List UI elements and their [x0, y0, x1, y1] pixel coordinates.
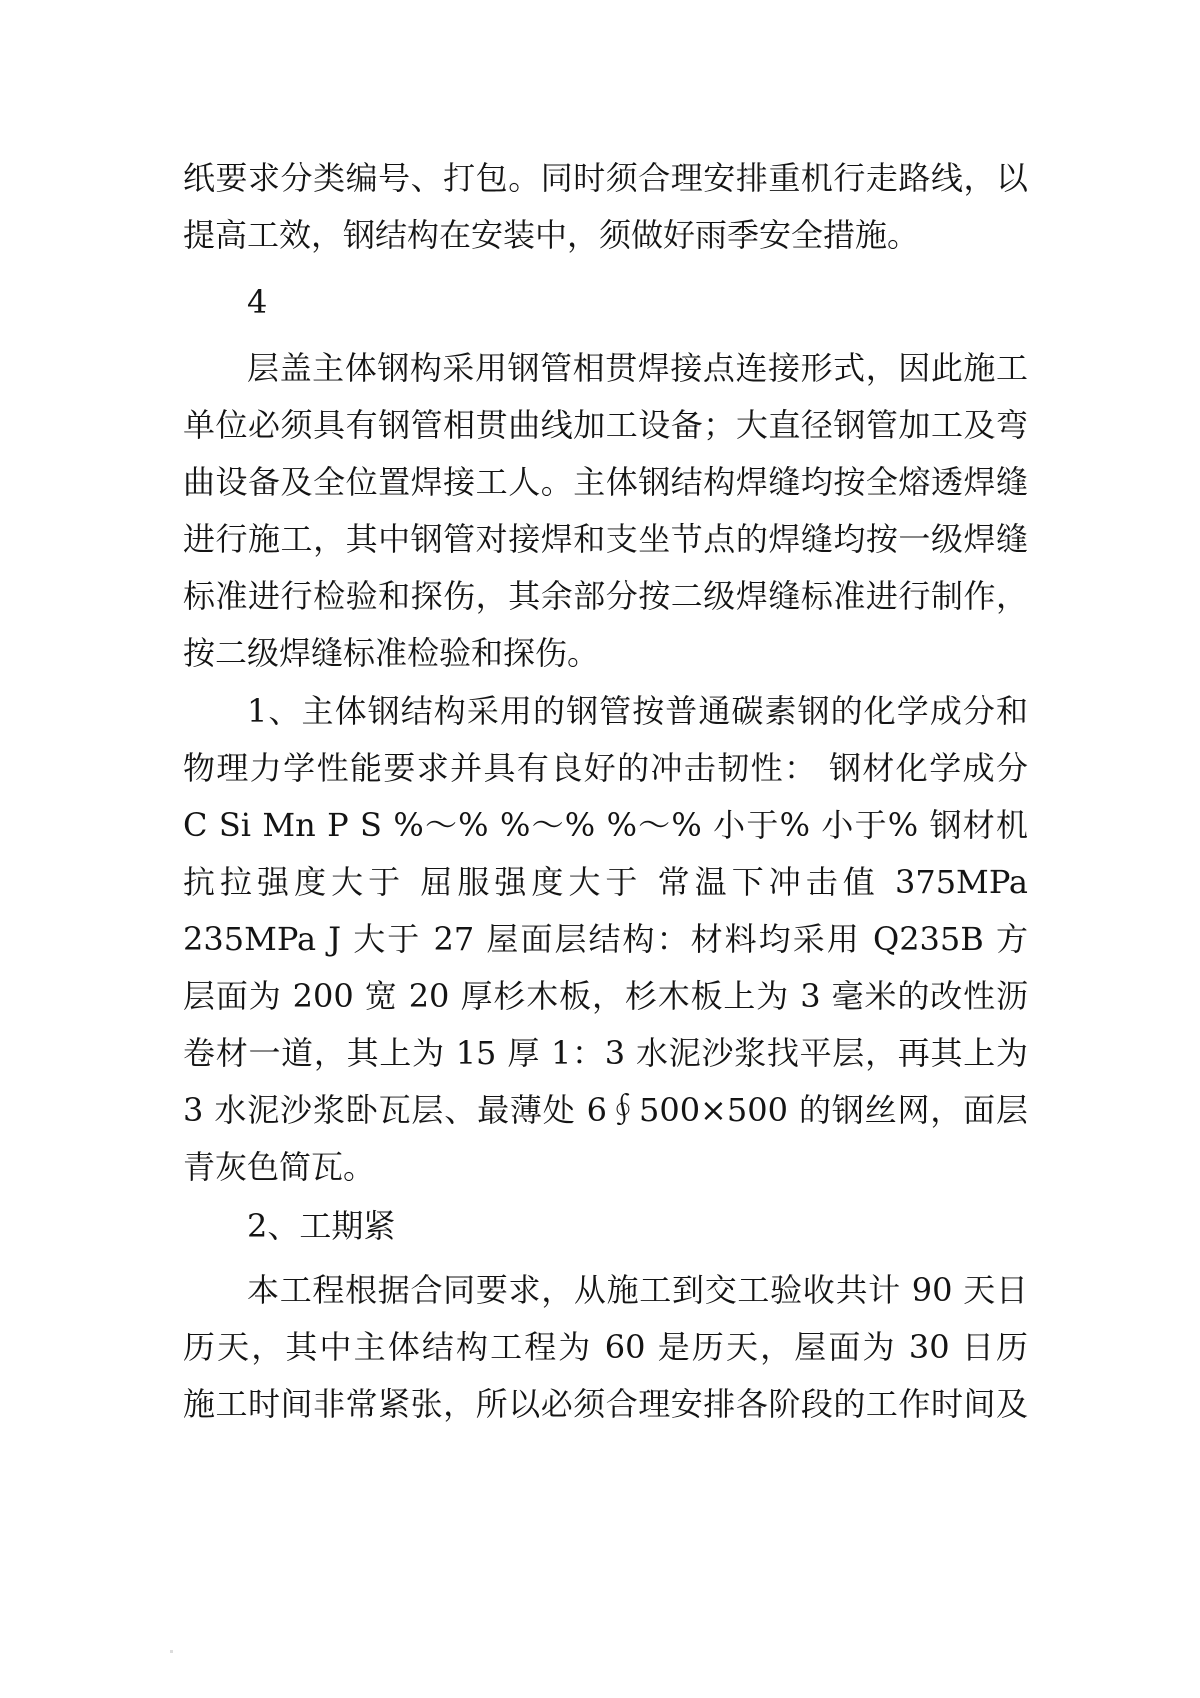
- paragraph: [183, 1198, 1028, 1255]
- text-line: 2、工期紧: [247, 1207, 396, 1245]
- text-line: 青灰色简瓦。: [183, 1148, 376, 1186]
- text-line: 标准进行检验和探伤，其余部分按二级焊缝标准进行制作，: [183, 577, 1028, 615]
- text-line: C Si Mn P S %～% %～% %～% 小于% 小于% 钢材机: [183, 806, 1028, 844]
- paragraph: [183, 1262, 1028, 1433]
- text-line: 层盖主体钢构采用钢管相贯焊接点连接形式，因此施工: [247, 349, 1028, 387]
- paragraph: [183, 150, 1028, 264]
- paragraph: [183, 340, 1028, 682]
- text-line: 单位必须具有钢管相贯曲线加工设备；大直径钢管加工及弯: [183, 406, 1028, 444]
- text-line: 提高工效，钢结构在安装中，须做好雨季安全措施。: [183, 216, 920, 254]
- text-line: 235MPa J 大于 27 屋面层结构：材料均采用 Q235B 方: [183, 920, 1028, 958]
- text-line: 按二级焊缝标准检验和探伤。: [183, 634, 600, 672]
- text-line: 层面为 200 宽 20 厚杉木板，杉木板上为 3 毫米的改性沥: [183, 977, 1028, 1015]
- text-line: 历天，其中主体结构工程为 60 是历天，屋面为 30 日历: [183, 1328, 1028, 1366]
- text-line: 卷材一道，其上为 15 厚 1：3 水泥沙浆找平层，再其上为: [183, 1034, 1028, 1072]
- paragraph: [183, 683, 1028, 1196]
- text-line: 纸要求分类编号、打包。同时须合理安排重机行走路线，以: [183, 159, 1028, 197]
- text-line: 物理力学性能要求并具有良好的冲击韧性： 钢材化学成分: [183, 749, 1028, 787]
- text-line: 1、主体钢结构采用的钢管按普通碳素钢的化学成分和: [247, 692, 1028, 730]
- page-mark: [170, 1650, 173, 1653]
- text-line: 4: [247, 283, 268, 321]
- text-line: 3 水泥沙浆卧瓦层、最薄处 6∮500×500 的钢丝网，面层: [183, 1091, 1028, 1129]
- text-line: 进行施工，其中钢管对接焊和支坐节点的焊缝均按一级焊缝: [183, 520, 1028, 558]
- paragraph: [183, 274, 1028, 331]
- text-line: 本工程根据合同要求，从施工到交工验收共计 90 天日: [247, 1271, 1028, 1309]
- text-line: 曲设备及全位置焊接工人。主体钢结构焊缝均按全熔透焊缝: [183, 463, 1028, 501]
- text-line: 抗拉强度大于 屈服强度大于 常温下冲击值 375MPa: [183, 863, 1028, 901]
- text-line: 施工时间非常紧张，所以必须合理安排各阶段的工作时间及: [183, 1385, 1028, 1423]
